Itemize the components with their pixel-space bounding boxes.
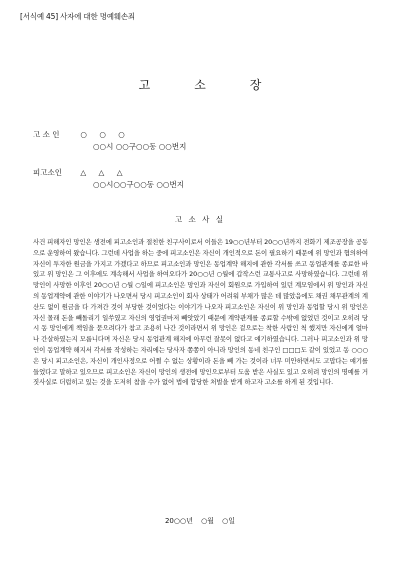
complainant-block	[33, 129, 187, 151]
accused-address: ○○시○○구○○동 ○○번지	[93, 180, 184, 189]
accused-name: △ △ △	[80, 168, 128, 177]
complainant-role: 고 소 인	[33, 130, 60, 139]
facts-heading: 고 소 사 실	[174, 215, 226, 224]
accused-block	[33, 167, 184, 189]
document-title	[0, 76, 400, 93]
complaint-body: 사건 피해자인 망인은 생전에 피고소인과 절친한 친구사이로서 이들은 19○○년부터 20○○년까지 전화기 제조공장을 공동으로 운영하여 왔습니다. 그런데 사업을 하는 중에 피고소인은 자신이 개인적으로 돈이 필요하기 때문에 위 망인과 협의하여 자신이 투자한 원금을 가지고 가겠다고 하므로 피고소인과 망인은 동업계약 해지에 관한 각서를 쓰고 동업관계를 종료한 바 있고 위 망인은 그 이후에도 계속해서 사업을 하여오다가 20○○년 ○월에 갑작스런 교통사고로 사망하였습니다. 그런데 위 망인이 사망한 이후인 20○○년 ○월 ○일에 피고소인은 망인과 자신이 회원으로 가입하여 있던 계모임에서 위 망인과 자신의 동업계약에 관한 이야기가 나오면서 당시 피고소인이 회사 상태가 어려워 부채가 많은 데 많았음에도 채권 채무관계의 계산도 없이 원금을 다 가져간 것이 부당한 것이었다는 이야기가 나오자 피고소인은 자신이 위 망인과 동업할 당시 위 망인은 자신 몰래 돈을 빼돌리기 일쑤였고 자신의 영업권마저 빼앗았기 때문에 계약관계를 종료할 수밖에 없었던 것이고 오히려 당시 동 망인에게 책임을 묻으려다가 참고 조용히 나간 것이라면서 위 망인은 겉으로는 착한 사람인 척 했지만 자신에게 얼마나 간살하였는지 모릅니다며 자신은 당시 동업관계 해지에 아무런 잘못이 없다고 얘기하였습니다. 그러나 피고소인과 위 망인이 동업계약 해지서 각서를 작성하는 자리에는 당사자 쫑쫑이 아니라 망인의 동네 친구인 □□□도 같이 있었고 동 ○○○은 당시 피고소인은, 자신이 개인사정으로 어쩔 수 없는 상황이라 돈을 빼 가는 것이라 너무 미안하면서도 고맙다는 얘기를 들었다고 말하고 있으므로 피고소인은 자신이 망인의 생전에 망인으로부터 도움 받은 사실도 있고 오히려 망인의 명예를 거짓사실로 더럽히고 있는 것을 도저히 참을 수가 없어 법에 합당한 처벌을 받게 하고자 고소를 하게 된 것입니다.	[33, 238, 368, 387]
complaint-date: 20○○년 ○월 ○일	[164, 517, 236, 525]
title-char: 장	[249, 78, 262, 92]
title-char: 고	[138, 78, 151, 92]
accused-role: 피고소인	[33, 168, 62, 177]
title-char: 소	[194, 78, 206, 92]
complainant-address: ○○시 ○○구○○동 ○○번지	[93, 142, 187, 151]
form-label: [서식예 45] 사자에 대한 명예훼손죄	[20, 12, 135, 21]
complainant-name: ○ ○ ○	[80, 130, 130, 139]
